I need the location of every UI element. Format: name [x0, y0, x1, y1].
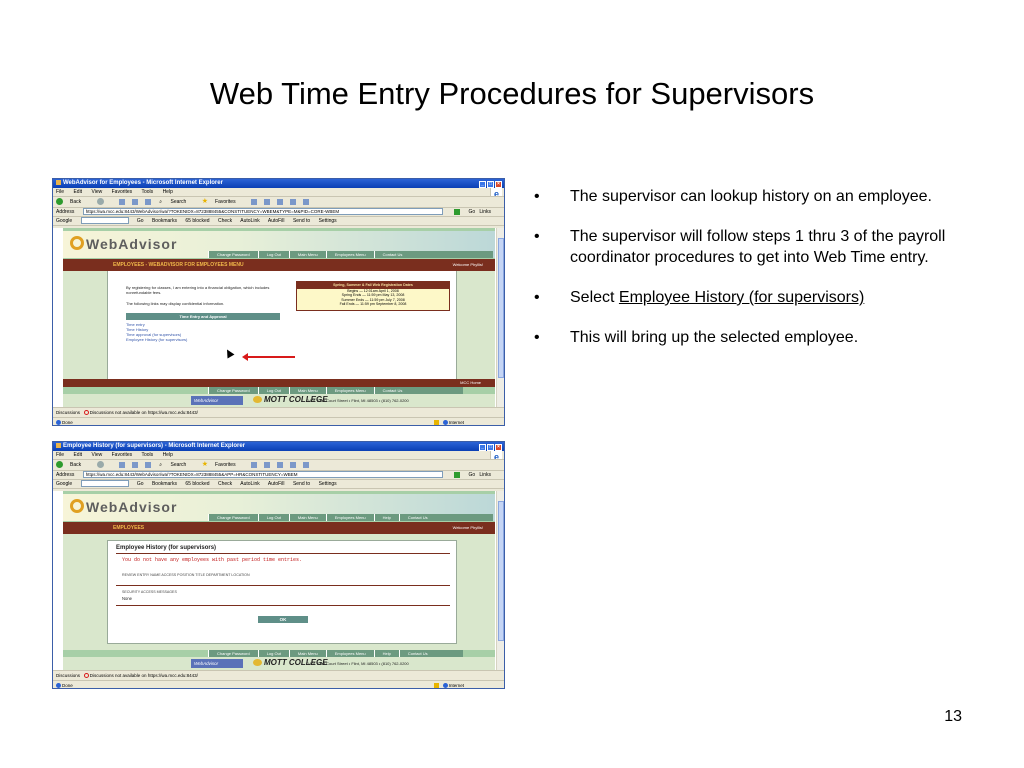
bullet-item: [532, 186, 962, 207]
college-name: MOTT COLLEGE: [264, 658, 328, 667]
windows-logo-icon: e: [490, 188, 502, 197]
bottom-band: [63, 379, 495, 387]
stop-icon[interactable]: [119, 462, 125, 468]
bullet-text: The supervisor will follow steps 1 thru 3 of the payroll coordinator procedures to get into Web Time entry.: [570, 228, 946, 266]
edit-icon[interactable]: [290, 199, 296, 205]
autolink-button[interactable]: AutoLink: [240, 218, 260, 224]
college-name: MOTT COLLEGE: [264, 395, 328, 404]
nav-help[interactable]: Help: [374, 650, 399, 657]
back-label: Back: [70, 199, 82, 205]
bottom-nav: [208, 387, 463, 394]
search-label: Search: [170, 199, 187, 205]
college-icon: [253, 396, 262, 403]
popup-blocked-button[interactable]: 65 blocked: [185, 481, 210, 487]
minimize-icon[interactable]: _: [479, 181, 486, 188]
search-icon: ⌕: [159, 462, 163, 468]
webadvisor-badge[interactable]: WebAdvisor: [191, 659, 243, 668]
scrollbar-thumb[interactable]: [498, 238, 504, 378]
ie-icon: [56, 180, 61, 185]
nav-contact-us[interactable]: Contact Us: [399, 514, 436, 521]
print-icon[interactable]: [277, 462, 283, 468]
google-go-button[interactable]: Go: [136, 218, 144, 224]
nav-log-out[interactable]: Log Out: [258, 387, 289, 394]
menu-tools[interactable]: Tools: [141, 189, 154, 195]
status-text: Done: [62, 683, 73, 688]
window-titlebar[interactable]: [53, 442, 504, 451]
intro-text: By registering for classes, I am entering into a financial obligation, which includes nonrefundable fees.: [126, 285, 270, 295]
registration-line: Fall Ends — 11:59 pm September 8, 2008: [339, 302, 407, 306]
search-icon: ⌕: [159, 199, 163, 205]
registration-line: Summer Ends — 11:59 pm July 7, 2008: [341, 297, 405, 302]
menu-bar: [53, 451, 504, 460]
bottom-nav: [208, 650, 463, 657]
page-icon: [56, 683, 61, 688]
forward-button[interactable]: [97, 460, 111, 470]
page-viewport: [53, 491, 504, 670]
college-address: 1401 East Court Street • Flint, MI 48503 • (810) 762-0200: [307, 398, 409, 403]
nav-change-password[interactable]: Change Password: [208, 251, 258, 258]
logo-text: WebAdvisor: [86, 236, 178, 252]
registration-line: Spring Ends — 11:59 pm May 13, 2008: [341, 293, 405, 297]
close-icon[interactable]: ×: [495, 444, 502, 451]
mail-icon[interactable]: [264, 462, 270, 468]
go-button[interactable]: [454, 208, 482, 216]
college-address: 1401 East Court Street • Flint, MI 48503 • (810) 762-0200: [307, 661, 409, 666]
discussions-bar: [53, 670, 504, 680]
nav-main-menu[interactable]: Main Menu: [289, 514, 326, 521]
popup-blocked-button[interactable]: 65 blocked: [185, 218, 210, 224]
forward-icon: [97, 461, 104, 468]
address-bar: [53, 471, 504, 480]
refresh-icon[interactable]: [132, 462, 138, 468]
bullet-item: [532, 327, 962, 348]
page-footer: [63, 394, 495, 407]
maximize-icon[interactable]: □: [488, 444, 493, 450]
favorites-button[interactable]: [202, 460, 243, 470]
menu-favorites[interactable]: Favorites: [111, 189, 133, 195]
security-zone: [434, 681, 464, 689]
nav-log-out[interactable]: Log Out: [258, 650, 289, 657]
menu-edit[interactable]: Edit: [73, 189, 83, 195]
address-input[interactable]: https://wa.mcc.edu:8443/WebAdvisor/wa/?TOKENIDX=8723888455&APP=HR&CONSTITUENCY=WBEM: [83, 471, 443, 478]
windows-logo-icon: e: [490, 451, 502, 460]
registration-line: Begins — 12:01am April 1, 2008: [347, 288, 399, 293]
page-heading-band: [63, 259, 495, 271]
search-label: Search: [170, 462, 187, 468]
go-icon: [454, 209, 460, 215]
star-icon: ★: [201, 461, 209, 468]
page-heading: EMPLOYEES: [113, 525, 145, 531]
nav-main-menu[interactable]: Main Menu: [289, 251, 326, 258]
maximize-icon[interactable]: □: [488, 181, 493, 187]
globe-icon: [443, 420, 448, 425]
sendto-button[interactable]: Send to: [292, 218, 311, 224]
menu-edit[interactable]: Edit: [73, 452, 83, 458]
vertical-scrollbar[interactable]: [496, 228, 504, 407]
ie-icon: [56, 443, 61, 448]
address-label: Address: [56, 472, 75, 478]
divider: [116, 605, 450, 606]
link-employee-history[interactable]: Employee History (for supervisors): [126, 337, 188, 342]
autofill-button[interactable]: AutoFill: [267, 218, 285, 224]
nav-contact-us[interactable]: Contact Us: [374, 251, 411, 258]
browser-window-webadvisor-menu: [52, 178, 505, 426]
top-nav: [208, 514, 493, 521]
status-bar: [53, 417, 504, 426]
address-label: Address: [56, 209, 75, 215]
time-entry-section-header: Time Entry and Approval: [126, 313, 280, 320]
window-title: Employee History (for supervisors) - Microsoft Internet Explorer: [63, 443, 246, 449]
search-button[interactable]: [159, 197, 193, 207]
google-toolbar: [53, 480, 504, 489]
webadvisor-header: [63, 231, 495, 258]
favorites-label: Favorites: [215, 462, 236, 468]
check-button[interactable]: Check: [217, 218, 233, 224]
table-header: REVIEW ENTRY NAME ACCESS POSITION TITLE DEPARTMENT LOCATION: [122, 573, 250, 577]
status-text: Done: [62, 420, 73, 425]
discussions-bar: [53, 407, 504, 417]
google-logo: Google: [56, 481, 73, 487]
nav-contact-us[interactable]: Contact Us: [399, 650, 436, 657]
back-button[interactable]: [56, 197, 88, 207]
minimize-icon[interactable]: _: [479, 444, 486, 451]
nav-employees-menu[interactable]: Employees Menu: [326, 514, 374, 521]
favorites-label: Favorites: [215, 199, 236, 205]
college-icon: [253, 659, 262, 666]
discussions-message: Discussions not available on https://wa.mcc.edu:8443/: [89, 410, 198, 415]
window-titlebar[interactable]: [53, 179, 504, 188]
refresh-icon[interactable]: [132, 199, 138, 205]
nav-main-menu[interactable]: Main Menu: [289, 650, 326, 657]
folder-icon[interactable]: [303, 462, 309, 468]
page-body: [63, 271, 495, 379]
google-search-input[interactable]: [81, 480, 129, 487]
unavailable-icon: [84, 410, 89, 415]
bullet-text: The supervisor can lookup history on an employee.: [570, 188, 932, 205]
webadvisor-header: [63, 494, 495, 521]
print-icon[interactable]: [277, 199, 283, 205]
edit-icon[interactable]: [290, 462, 296, 468]
security-messages-label: SECURITY ACCESS MESSAGES: [122, 590, 177, 594]
discussions-message: Discussions not available on https://wa.mcc.edu:8443/: [89, 673, 198, 678]
logo-text: WebAdvisor: [86, 499, 178, 515]
unavailable-icon: [84, 673, 89, 678]
vertical-scrollbar[interactable]: [496, 491, 504, 670]
standard-toolbar: [53, 197, 504, 208]
link-time-history[interactable]: Time History: [126, 327, 149, 332]
star-icon: ★: [201, 198, 209, 205]
nav-log-out[interactable]: Log Out: [258, 251, 289, 258]
sendto-button[interactable]: Send to: [292, 481, 311, 487]
forward-button[interactable]: [97, 197, 111, 207]
bullet-glyph: •: [534, 329, 540, 346]
link-time-approval[interactable]: Time approval (for supervisors): [126, 332, 182, 337]
top-nav: [208, 251, 493, 258]
nav-change-password[interactable]: Change Password: [208, 387, 258, 394]
nav-contact-us[interactable]: Contact Us: [374, 387, 411, 394]
nav-log-out[interactable]: Log Out: [258, 514, 289, 521]
google-logo: Google: [56, 218, 73, 224]
mail-icon[interactable]: [264, 199, 270, 205]
bullet-text: This will bring up the selected employee.: [570, 329, 859, 346]
nav-employees-menu[interactable]: Employees Menu: [326, 387, 374, 394]
nav-help[interactable]: Help: [374, 514, 399, 521]
webadvisor-ring-icon: [70, 236, 84, 250]
home-icon[interactable]: [145, 199, 151, 205]
zone-label: Internet: [448, 420, 464, 425]
webadvisor-page: [63, 491, 495, 670]
security-messages-value: None: [122, 596, 133, 601]
employee-history-link[interactable]: Employee History (for supervisors): [618, 289, 865, 306]
registration-title: Spring, Summer & Fall Web Registration Dates: [297, 282, 449, 289]
webadvisor-logo[interactable]: [70, 236, 177, 252]
link-time-entry[interactable]: Time entry: [126, 322, 145, 327]
bullet-item: [532, 287, 962, 308]
favorites-button[interactable]: [202, 197, 243, 207]
close-icon[interactable]: ×: [495, 181, 502, 188]
page-number: 13: [944, 708, 962, 725]
links-button[interactable]: Links: [479, 472, 491, 478]
nav-main-menu[interactable]: Main Menu: [289, 387, 326, 394]
google-search-input[interactable]: [81, 217, 129, 224]
bullet-glyph: •: [534, 228, 540, 245]
webadvisor-ring-icon: [70, 499, 84, 513]
menu-help[interactable]: Help: [162, 452, 173, 458]
links-button[interactable]: Links: [479, 209, 491, 215]
page-body: [63, 534, 495, 650]
employee-history-heading: Employee History (for supervisors): [116, 545, 217, 551]
page-viewport: [53, 228, 504, 407]
bullet-item: [532, 226, 962, 268]
divider: [116, 585, 450, 586]
standard-toolbar: [53, 460, 504, 471]
registration-dates-box: [296, 281, 450, 311]
window-title: WebAdvisor for Employees - Microsoft Internet Explorer: [63, 180, 223, 186]
back-icon: [56, 461, 63, 468]
nav-employees-menu[interactable]: Employees Menu: [326, 251, 374, 258]
page-icon: [56, 420, 61, 425]
lock-icon: [434, 683, 439, 688]
menu-tools[interactable]: Tools: [141, 452, 154, 458]
menu-help[interactable]: Help: [162, 189, 173, 195]
stop-icon[interactable]: [119, 199, 125, 205]
page-heading-band: [63, 522, 495, 534]
slide-title: Web Time Entry Procedures for Supervisors: [209, 76, 815, 111]
check-button[interactable]: Check: [217, 481, 233, 487]
menu-favorites[interactable]: Favorites: [111, 452, 133, 458]
discussions-button[interactable]: Discussions: [56, 410, 81, 415]
browser-window-employee-history: [52, 441, 505, 689]
menu-view[interactable]: View: [91, 189, 103, 195]
back-label: Back: [70, 462, 82, 468]
menu-view[interactable]: View: [91, 452, 103, 458]
welcome-text: Welcome Phyllis!: [452, 525, 483, 530]
page-heading: EMPLOYEES - WEBADVISOR FOR EMPLOYEES MENU: [113, 262, 244, 268]
welcome-text: Welcome Phyllis!: [452, 262, 483, 267]
bookmarks-button[interactable]: Bookmarks: [151, 218, 177, 224]
go-button[interactable]: [454, 471, 482, 479]
history-icon[interactable]: [251, 462, 257, 468]
nav-employees-menu[interactable]: Employees Menu: [326, 650, 374, 657]
webadvisor-logo[interactable]: [70, 499, 177, 515]
address-bar: [53, 208, 504, 217]
autolink-button[interactable]: AutoLink: [240, 481, 260, 487]
bullet-glyph: •: [534, 289, 540, 306]
nav-change-password[interactable]: Change Password: [208, 650, 258, 657]
ok-button[interactable]: OK: [258, 616, 308, 623]
bookmarks-button[interactable]: Bookmarks: [151, 481, 177, 487]
go-label: Go: [468, 472, 476, 478]
address-input[interactable]: https://wa.mcc.edu:8443/WebAdvisor/wa/?TOKENIDX=8723888455&CONSTITUENCY=WBEM&TYPE=M&PID=CORE-WBEM: [83, 208, 443, 215]
globe-icon: [443, 683, 448, 688]
bullet-list: [532, 186, 962, 367]
menu-file[interactable]: File: [56, 452, 65, 458]
webadvisor-badge[interactable]: WebAdvisor: [191, 396, 243, 405]
scrollbar-thumb[interactable]: [498, 501, 504, 641]
settings-button[interactable]: Settings: [318, 218, 337, 224]
time-entry-links: [126, 322, 187, 342]
confidential-note: The following links may display confidential information.: [126, 301, 225, 306]
divider: [116, 553, 450, 554]
webadvisor-page: [63, 228, 495, 407]
zone-label: Internet: [448, 683, 464, 688]
search-button[interactable]: [159, 460, 193, 470]
lock-icon: [434, 420, 439, 425]
discussions-button[interactable]: Discussions: [56, 673, 81, 678]
history-icon[interactable]: [251, 199, 257, 205]
nav-change-password[interactable]: Change Password: [208, 514, 258, 521]
bullet-text-prefix: Select: [570, 289, 619, 306]
no-entries-message: You do not have any employees with past period time entries.: [122, 557, 303, 563]
security-zone: [434, 418, 464, 426]
content-panel: [107, 271, 457, 379]
google-toolbar: [53, 217, 504, 226]
folder-icon[interactable]: [303, 199, 309, 205]
forward-icon: [97, 198, 104, 205]
mcc-home-link[interactable]: MCC Home: [460, 380, 481, 385]
menu-bar: [53, 188, 504, 197]
home-icon[interactable]: [145, 462, 151, 468]
status-bar: [53, 680, 504, 689]
back-button[interactable]: [56, 460, 88, 470]
red-arrow-annotation: [247, 356, 295, 358]
go-label: Go: [468, 209, 476, 215]
menu-file[interactable]: File: [56, 189, 65, 195]
go-icon: [454, 472, 460, 478]
content-panel: [107, 540, 457, 644]
google-go-button[interactable]: Go: [136, 481, 144, 487]
page-footer: [63, 657, 495, 670]
back-icon: [56, 198, 63, 205]
autofill-button[interactable]: AutoFill: [267, 481, 285, 487]
settings-button[interactable]: Settings: [318, 481, 337, 487]
bullet-glyph: •: [534, 188, 540, 205]
